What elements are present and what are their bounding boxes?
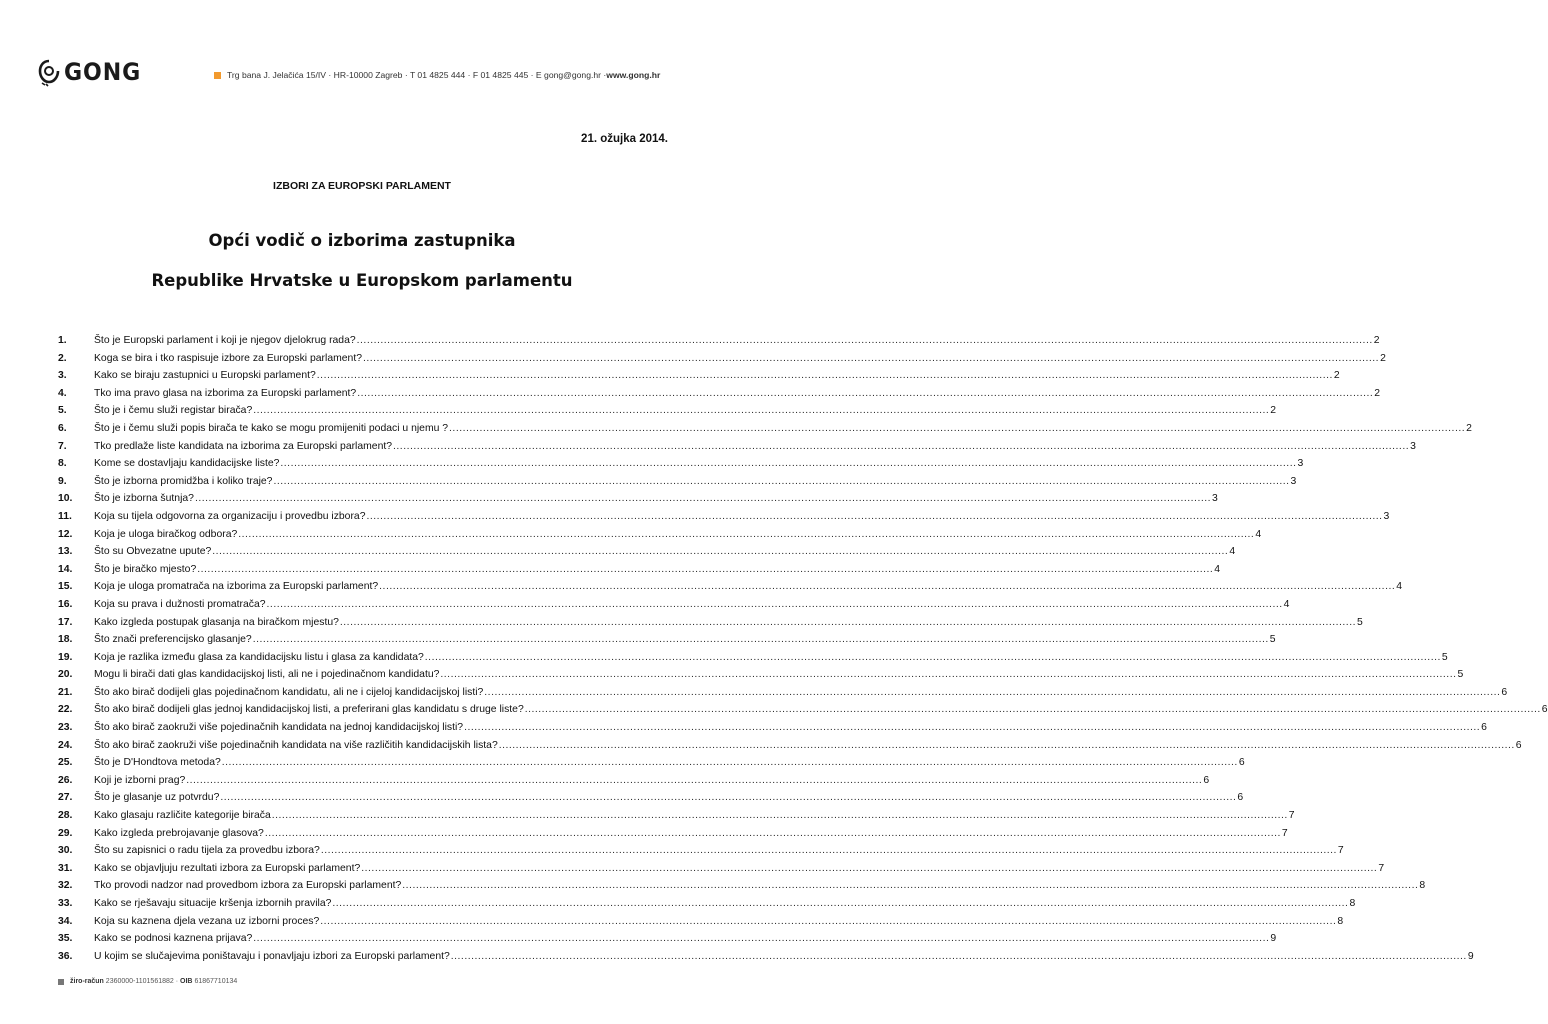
toc-text: Koja su kaznena djela vezana uz izborni proces? [94,915,320,927]
toc-number: 4. [58,387,67,399]
toc-item[interactable] [58,578,1403,596]
toc-leader: ............................................................................................................................................................................................................................................................................................................ [361,862,1378,874]
toc-item[interactable] [58,350,1386,368]
toc-number: 17. [58,616,73,628]
toc-item[interactable] [58,930,1277,948]
toc-leader: ............................................................................................................................................................................................................................................................................................................ [273,475,1290,487]
website-link[interactable]: www.gong.hr [606,70,661,80]
toc-page-number: 6 [1481,722,1487,734]
toc-leader: ............................................................................................................................................................................................................................................................................................................ [253,933,1270,945]
toc-number: 3. [58,370,67,382]
toc-item[interactable] [58,455,1304,473]
toc-item[interactable] [58,737,1522,755]
toc-text: Što su zapisnici o radu tijela za provedbu izbora? [94,845,320,857]
gong-logo [38,58,148,86]
toc-leader: ............................................................................................................................................................................................................................................................................................................ [194,493,1211,505]
toc-leader: ............................................................................................................................................................................................................................................................................................................ [316,370,1333,382]
toc-text: Koji je izborni prag? [94,774,186,786]
account-label: žiro-račun [70,978,104,985]
toc-leader: ............................................................................................................................................................................................................................................................................................................ [238,528,1255,540]
toc-leader: ............................................................................................................................................................................................................................................................................................................ [424,651,1441,663]
toc-number: 36. [58,950,73,962]
toc-item[interactable] [58,913,1344,931]
toc-page-number: 2 [1373,335,1380,346]
toc-leader: ............................................................................................................................................................................................................................................................................................................ [356,335,1373,346]
toc-item[interactable] [58,473,1297,491]
gray-square-icon [58,979,64,985]
toc-text: Mogu li birači dati glas kandidacijskoj listi, ali ne i pojedinačnom kandidatu? [94,669,440,681]
table-of-contents [58,332,1548,965]
toc-number: 33. [58,898,73,909]
toc-leader: ............................................................................................................................................................................................................................................................................................................ [221,757,1238,769]
toc-text: Što je D'Hondtova metoda? [94,757,221,769]
toc-text: Koja je uloga promatrača na izborima za Europski parlament? [94,581,379,593]
toc-number: 18. [58,634,73,646]
toc-leader: ............................................................................................................................................................................................................................................................................................................ [464,722,1481,734]
toc-number: 32. [58,880,73,892]
toc-text: Što ako birač zaokruži više pojedinačnih kandidata na jednoj kandidacijskoj listi? [94,722,464,734]
toc-page-number: 4 [1396,581,1403,593]
toc-number: 15. [58,581,73,593]
toc-text: Kako izgleda prebrojavanje glasova? [94,827,264,839]
toc-page-number: 8 [1337,915,1344,927]
toc-number: 11. [58,510,72,522]
toc-page-number: 7 [1337,845,1344,857]
toc-page-number: 6 [1203,774,1210,786]
toc-page-number: 7 [1288,810,1295,822]
toc-number: 26. [58,774,73,786]
toc-leader: ............................................................................................................................................................................................................................................................................................................ [440,669,1457,681]
toc-item[interactable] [58,420,1472,438]
toc-text: Koja je uloga biračkog odbora? [94,528,238,540]
toc-text: Kako izgleda postupak glasanja na biračkom mjestu? [94,616,339,628]
toc-page-number: 7 [1281,827,1288,839]
toc-number: 23. [58,722,73,734]
toc-item[interactable] [58,508,1390,526]
toc-item[interactable] [58,877,1426,895]
toc-leader: ............................................................................................................................................................................................................................................................................................................ [320,915,1337,927]
toc-item[interactable] [58,772,1210,790]
toc-page-number: 6 [1238,757,1245,769]
toc-leader: ............................................................................................................................................................................................................................................................................................................ [393,440,1410,452]
toc-leader: ............................................................................................................................................................................................................................................................................................................ [186,774,1203,786]
toc-page-number: 6 [1501,686,1508,698]
toc-item[interactable] [58,948,1474,966]
toc-page-number: 9 [1467,950,1474,962]
toc-item[interactable] [58,561,1221,579]
toc-leader: ............................................................................................................................................................................................................................................................................................................ [253,405,1270,417]
letterhead [38,58,688,98]
toc-page-number: 6 [1237,792,1244,804]
toc-item[interactable] [58,367,1340,385]
toc-number: 7. [58,440,67,452]
toc-text: Koja su prava i dužnosti promatrača? [94,598,266,610]
toc-item[interactable] [58,701,1548,719]
account-number: 2360000-1101561882 [105,978,174,985]
toc-text: Kome se dostavljaju kandidacijske liste? [94,458,280,470]
toc-page-number: 2 [1333,370,1340,382]
toc-text: Što je glasanje uz potvrdu? [94,792,220,804]
toc-number: 6. [58,422,67,434]
toc-number: 29. [58,827,73,839]
toc-text: Tko provodi nadzor nad provedbom izbora za Europski parlament? [94,880,402,892]
toc-leader: ............................................................................................................................................................................................................................................................................................................ [357,387,1374,399]
toc-leader: ............................................................................................................................................................................................................................................................................................................ [484,686,1501,698]
oib-number: 61867710134 [194,978,238,985]
oib-label: OIB [180,978,193,985]
toc-leader: ............................................................................................................................................................................................................................................................................................................ [197,563,1214,575]
toc-text: Što ako birač dodijeli glas pojedinačnom kandidatu, ali ne i cijeloj kandidacijskoj listi? [94,686,484,698]
toc-page-number: 3 [1290,475,1297,487]
toc-page-number: 5 [1441,651,1448,663]
toc-number: 28. [58,810,73,822]
toc-item[interactable] [58,649,1448,667]
toc-item[interactable] [58,666,1464,684]
toc-text: Što je izborna promidžba i koliko traje? [94,475,273,487]
footer: žiro-račun 2360000-1101561882 · OIB 61867710134 [58,978,237,985]
logo-text: GONG [64,58,142,86]
toc-item[interactable] [58,543,1236,561]
toc-leader: ............................................................................................................................................................................................................................................................................................................ [450,950,1467,962]
toc-number: 14. [58,563,73,575]
toc-number: 34. [58,915,73,927]
toc-item[interactable] [58,807,1295,825]
toc-text: Koja su tijela odgovorna za organizaciju i provedbu izbora? [94,510,366,522]
toc-leader: ............................................................................................................................................................................................................................................................................................................ [264,827,1281,839]
toc-text: Kako se biraju zastupnici u Europski parlament? [94,370,316,382]
toc-page-number: 9 [1270,933,1277,945]
toc-page-number: 3 [1297,458,1304,470]
toc-text: Koja je razlika između glasa za kandidacijsku listu i glasa za kandidata? [94,651,424,663]
toc-leader: ............................................................................................................................................................................................................................................................................................................ [524,704,1541,716]
toc-leader: ............................................................................................................................................................................................................................................................................................................ [363,352,1380,364]
toc-item[interactable] [58,438,1416,456]
toc-page-number: 5 [1457,669,1464,681]
toc-item[interactable] [58,614,1363,632]
toc-text: Što ako birač dodijeli glas jednoj kandidacijskoj listi, a preferirani glas kandidatu s druge liste? [94,704,524,716]
toc-text: Što je i čemu služi registar birača? [94,405,253,417]
toc-item[interactable] [58,684,1508,702]
toc-page-number: 3 [1410,440,1416,452]
toc-leader: ............................................................................................................................................................................................................................................................................................................ [498,739,1515,751]
contact-address: Trg bana J. Jelačića 15/IV · HR-10000 Zagreb · T 01 4825 444 · F 01 4825 445 · E gong@gong.hr · [227,70,607,80]
toc-text: Tko predlaže liste kandidata na izborima za Europski parlament? [94,440,393,452]
toc-text: Što su Obvezatne upute? [94,546,212,558]
toc-leader: ............................................................................................................................................................................................................................................................................................................ [339,616,1356,628]
document-date: 21. ožujka 2014. [581,133,668,145]
toc-item[interactable] [58,789,1244,807]
toc-item[interactable] [58,719,1487,737]
toc-number: 20. [58,669,73,681]
toc-leader: ............................................................................................................................................................................................................................................................................................................ [252,634,1269,646]
toc-number: 21. [58,686,73,698]
toc-leader: ............................................................................................................................................................................................................................................................................................................ [220,792,1237,804]
document-title-line-2: Republike Hrvatske u Europskom parlamentu [151,271,573,290]
toc-number: 35. [58,933,73,945]
toc-text: Što je i čemu služi popis birača te kako se mogu promijeniti podaci u njemu ? [94,422,449,434]
toc-number: 13. [58,546,73,558]
document-title-line-1: Opći vodič o izborima zastupnika [208,231,516,250]
toc-text: Što ako birač zaokruži više pojedinačnih kandidata na više različitih kandidacijskih lista? [94,739,498,751]
toc-page-number: 5 [1269,634,1276,646]
toc-page-number: 5 [1356,616,1363,628]
orange-square-icon [214,72,221,79]
toc-text: Tko ima pravo glasa na izborima za Europski parlament? [94,387,357,399]
toc-item[interactable] [58,895,1356,913]
toc-item[interactable] [58,860,1385,878]
toc-number: 22. [58,704,73,716]
toc-number: 5. [58,405,67,417]
toc-page-number: 6 [1541,704,1548,716]
toc-leader: ............................................................................................................................................................................................................................................................................................................ [212,546,1229,558]
toc-text: Koga se bira i tko raspisuje izbore za Europski parlament? [94,352,362,364]
toc-item[interactable] [58,754,1245,772]
toc-number: 10. [58,493,73,505]
toc-number: 2. [58,352,67,364]
toc-item[interactable] [58,385,1381,403]
toc-item[interactable] [58,490,1218,508]
toc-page-number: 2 [1466,422,1472,434]
toc-number: 9. [58,475,67,487]
toc-leader: ............................................................................................................................................................................................................................................................................................................ [266,598,1283,610]
toc-number: 30. [58,845,73,857]
contact-line [214,70,660,80]
toc-text: Kako se podnosi kaznena prijava? [94,933,253,945]
section-heading: IZBORI ZA EUROPSKI PARLAMENT [273,180,451,192]
toc-text: Kako se objavljuju rezultati izbora za Europski parlament? [94,862,361,874]
toc-page-number: 4 [1214,563,1221,575]
toc-leader: ............................................................................................................................................................................................................................................................................................................ [366,510,1383,522]
toc-text: Kako glasaju različite kategorije birača [94,810,271,822]
toc-text: Što je izborna šutnja? [94,493,194,505]
toc-text: Kako se rješavaju situacije kršenja izbornih pravila? [94,898,332,909]
toc-page-number: 2 [1380,352,1386,364]
toc-item[interactable] [58,842,1344,860]
toc-leader: ............................................................................................................................................................................................................................................................................................................ [280,458,1297,470]
toc-number: 31. [58,862,73,874]
toc-text: Što je Europski parlament i koji je njegov djelokrug rada? [94,335,356,346]
toc-page-number: 2 [1374,387,1381,399]
toc-number: 8. [58,458,67,470]
toc-page-number: 7 [1378,862,1385,874]
toc-page-number: 3 [1383,510,1390,522]
toc-leader: ............................................................................................................................................................................................................................................................................................................ [320,845,1337,857]
toc-number: 1. [58,335,67,346]
toc-page-number: 2 [1270,405,1277,417]
toc-page-number: 3 [1212,493,1218,505]
toc-leader: ............................................................................................................................................................................................................................................................................................................ [332,898,1349,909]
toc-page-number: 8 [1349,898,1356,909]
toc-text: U kojim se slučajevima poništavaju i ponavljaju izbori za Europski parlament? [94,950,450,962]
toc-leader: ............................................................................................................................................................................................................................................................................................................ [402,880,1419,892]
toc-item[interactable] [58,631,1276,649]
toc-number: 25. [58,757,73,769]
toc-number: 24. [58,739,73,751]
toc-number: 27. [58,792,73,804]
toc-number: 16. [58,598,73,610]
toc-page-number: 4 [1229,546,1236,558]
toc-text: Što znači preferencijsko glasanje? [94,634,252,646]
toc-item[interactable] [58,596,1290,614]
toc-number: 12. [58,528,73,540]
toc-leader: ............................................................................................................................................................................................................................................................................................................ [449,422,1466,434]
toc-page-number: 6 [1515,739,1522,751]
toc-item[interactable] [58,526,1262,544]
toc-leader: ............................................................................................................................................................................................................................................................................................................ [271,810,1288,822]
toc-leader: ............................................................................................................................................................................................................................................................................................................ [379,581,1396,593]
gong-mark-icon [38,58,60,86]
toc-number: 19. [58,651,73,663]
toc-text: Što je biračko mjesto? [94,563,197,575]
toc-item[interactable] [58,402,1277,420]
toc-item[interactable] [58,825,1288,843]
toc-page-number: 4 [1283,598,1290,610]
toc-item[interactable] [58,332,1380,350]
toc-page-number: 8 [1419,880,1426,892]
toc-page-number: 4 [1255,528,1262,540]
